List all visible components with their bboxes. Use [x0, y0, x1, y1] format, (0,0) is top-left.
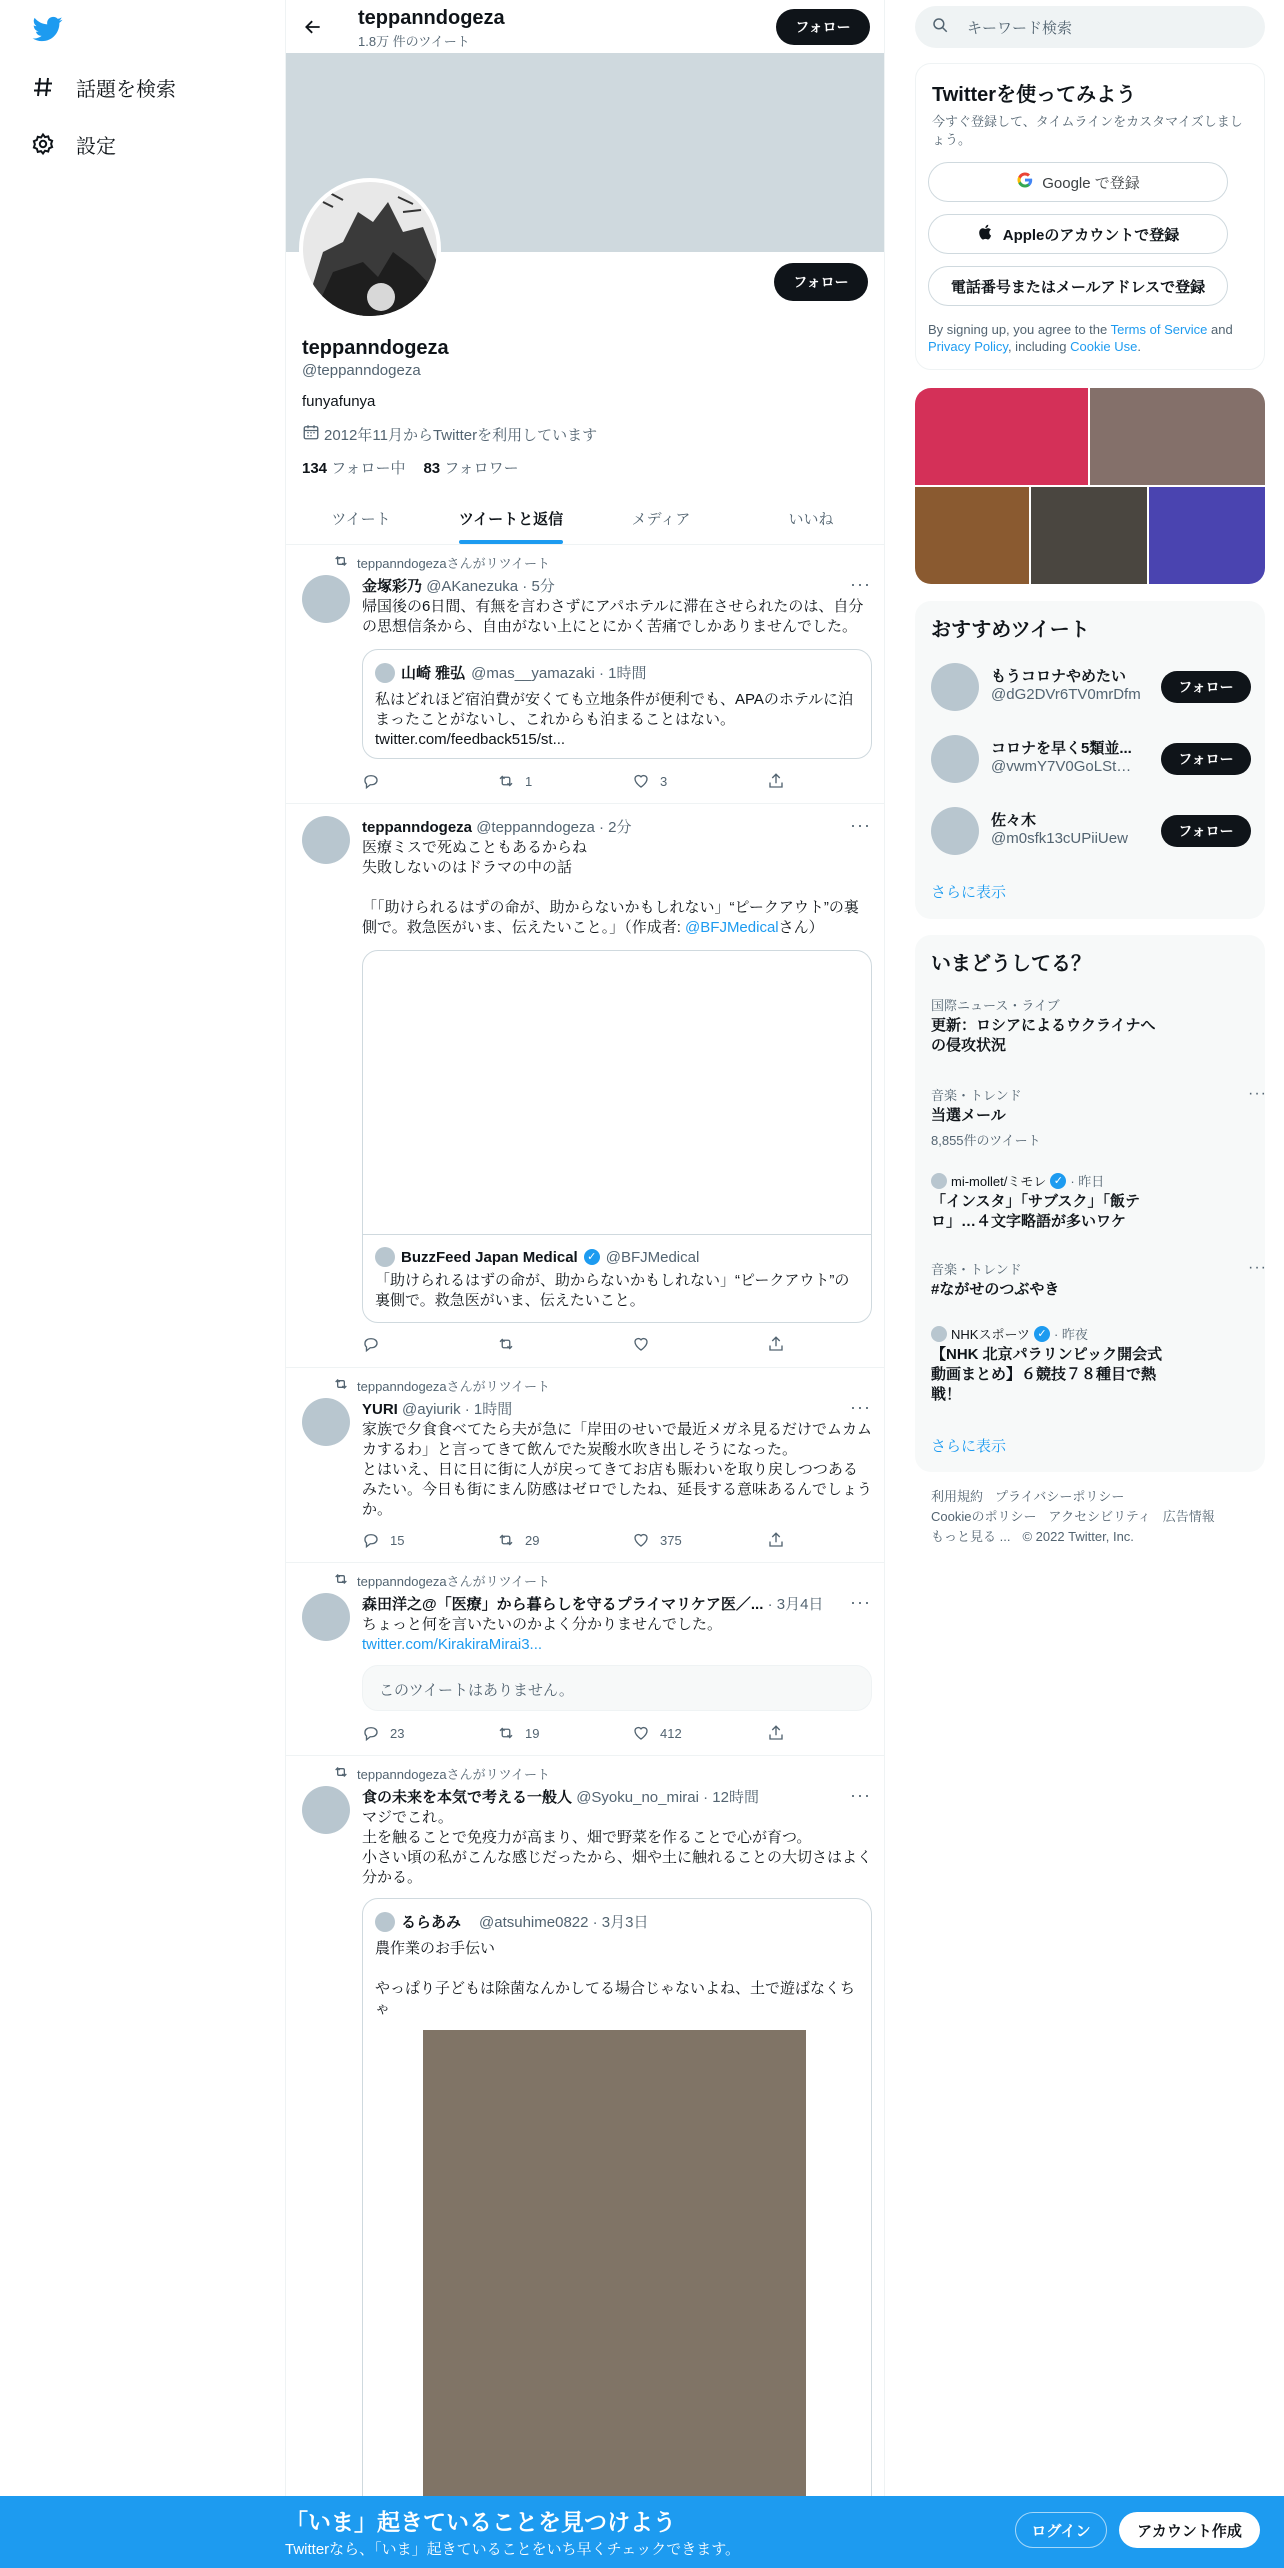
avatar[interactable] — [931, 735, 979, 783]
quote-author-name: るらあみ — [401, 1914, 462, 1931]
legal-prefix: By signing up, you agree to the — [928, 322, 1111, 337]
tab-likes[interactable]: いいね — [788, 510, 834, 528]
quote-text: 私はどれほど宿泊費が安くても立地条件が便利でも、APAのホテルに泊まったことがないし、これからも泊まることはない。twitter.com/feedback515/st... — [375, 691, 854, 748]
retweet-icon — [497, 772, 515, 790]
trend-title: 「インスタ」「サブスク」「飯テ ロ」…４文字略語が多いワケ — [931, 1193, 1140, 1230]
like-count: 375 — [660, 1532, 682, 1548]
quote-header — [375, 662, 646, 683]
google-signup-button[interactable] — [928, 162, 1228, 202]
footer-links — [931, 1487, 1251, 1547]
like-count: 412 — [660, 1725, 682, 1741]
nav-explore-label: 話題を検索 — [76, 78, 176, 101]
tweet[interactable] — [286, 1563, 885, 1756]
twitter-logo-icon[interactable] — [32, 14, 64, 44]
tweet-body-end: さん） — [778, 919, 824, 936]
quoted-tweet[interactable] — [362, 649, 872, 759]
retweet-icon — [497, 1724, 515, 1742]
tweet-text: 家族で夕食食べてたら夫が急に「岸田のせいで最近メガネ見るだけでムカムカするわ」と言ってきて飲んでた炭酸水吹き出しそうになった。 とはいえ、日に日に街に人が戻ってきてお店も賑わいを取り戻しつつあるみたい。今日も街にまん防感はゼロでしたね、延長する意味あるんでしょうか。 — [362, 1421, 873, 1518]
share-button[interactable] — [767, 771, 787, 791]
signup-subtitle: 今すぐ登録して、タイムラインをカスタマイズしましょう。 — [932, 114, 1243, 147]
tweet-header — [362, 1593, 832, 1614]
tweet-body: ちょっと何を言いたいのかよく分かりませんでした。 — [362, 1616, 723, 1633]
tweet-text: マジでこれ。 土を触ることで免疫力が高まり、畑で野菜を作ることで心が育つ。 小さい頃の私がこんな感じだったから、畑や土に触れることの大切さはよく分かる。 — [362, 1809, 873, 1886]
main-column — [285, 0, 885, 2568]
card-author-handle: @BFJMedical — [605, 1248, 700, 1266]
terms-link[interactable]: Terms of Service — [1110, 322, 1208, 337]
rec-follow-button[interactable]: フォロー — [1161, 815, 1251, 847]
recommended-show-more[interactable]: さらに表示 — [931, 884, 1007, 901]
avatar — [375, 1247, 395, 1267]
tweet-body: 医療ミスで死ぬこともあるからね 失敗しないのはドラマの中の話 「「助けられるはずの命が、助からないかもしれない」“ピークアウト”の裏側で。救急医がいま、伝えたいこと。」（作成者: — [362, 839, 859, 936]
card-image — [363, 951, 872, 1235]
author-name[interactable]: 森田洋之@「医療」から暮らしを守るプライマリケア医／... — [362, 1596, 764, 1613]
recommended-title: おすすめツイート — [931, 619, 1090, 641]
heart-icon — [632, 772, 650, 790]
trend-title: 当選メール — [931, 1107, 1006, 1124]
media-thumb[interactable] — [1149, 487, 1265, 584]
privacy-link[interactable]: Privacy Policy — [928, 339, 1008, 354]
tweet-text — [362, 1615, 872, 1655]
share-button[interactable] — [767, 1530, 787, 1550]
trends-show-more[interactable]: さらに表示 — [931, 1438, 1007, 1455]
share-icon — [767, 772, 785, 790]
share-button[interactable] — [767, 1334, 787, 1354]
profile-avatar[interactable] — [299, 178, 441, 320]
share-button[interactable] — [767, 1723, 787, 1743]
retweet-icon — [333, 1571, 349, 1590]
retweet-button[interactable] — [497, 1334, 632, 1354]
link-card[interactable] — [362, 950, 872, 1323]
retweet-count: 1 — [525, 773, 533, 789]
reply-count: 15 — [390, 1532, 405, 1548]
legal-and: and — [1207, 322, 1233, 337]
retweet-icon — [333, 1764, 349, 1783]
phone-signup-button[interactable]: 電話番号またはメールアドレスで登録 — [928, 266, 1228, 306]
nav-settings[interactable] — [30, 124, 116, 164]
media-thumb[interactable] — [915, 388, 1088, 485]
like-button[interactable] — [632, 1723, 767, 1743]
legal-period: . — [1137, 339, 1141, 354]
reply-button[interactable] — [362, 1530, 497, 1550]
retweeted-by: teppanndogezaさんがリツイート — [357, 556, 550, 571]
unavailable-text: このツイートはありません。 — [379, 1682, 574, 1699]
author-name[interactable]: YURI — [362, 1401, 398, 1418]
reply-icon — [362, 1335, 380, 1353]
trend-title: 更新：ロシアによるウクライナへ の侵攻状況 — [931, 1017, 1156, 1054]
avatar[interactable] — [302, 1593, 350, 1641]
rec-handle: @m0sfk13cUPiiUew — [991, 830, 1128, 847]
retweet-context — [333, 1376, 550, 1395]
profile-follow-button[interactable]: フォロー — [774, 263, 868, 301]
bottom-bar-title: 「いま」起きていることを見つけよう — [285, 2509, 676, 2535]
tweet[interactable] — [286, 1368, 885, 1563]
apple-icon — [977, 223, 995, 245]
recommended-user[interactable] — [931, 803, 1251, 859]
avatar[interactable] — [302, 1786, 350, 1834]
footer-link[interactable]: Cookieのポリシー — [931, 1509, 1037, 1524]
header-follow-button[interactable]: フォロー — [776, 9, 870, 45]
author-meta: · 3月4日 — [767, 1596, 824, 1613]
reply-count: 23 — [390, 1725, 405, 1741]
reply-icon — [362, 1724, 380, 1742]
trends-panel — [915, 935, 1265, 1472]
profile-name: teppanndogeza — [302, 337, 449, 359]
share-icon — [767, 1724, 785, 1742]
author-meta: @Syoku_no_mirai · 12時間 — [576, 1789, 759, 1806]
trend-time: · 昨日 — [1070, 1174, 1105, 1189]
heart-icon — [632, 1335, 650, 1353]
bottom-signup-bar — [0, 2496, 1284, 2568]
trend-context: 音楽・トレンド — [931, 1262, 1022, 1277]
verified-badge-icon: ✓ — [584, 1249, 600, 1265]
profile-handle: @teppanndogeza — [302, 362, 421, 379]
rec-name: コロナを早く5類並... — [991, 740, 1132, 757]
tweet-link[interactable]: twitter.com/KirakiraMirai3... — [362, 1636, 543, 1653]
followers-count: 83 — [423, 460, 441, 477]
recommended-user[interactable] — [931, 659, 1251, 715]
rec-handle: @vwmY7V0GoLStmTl — [991, 758, 1141, 775]
heart-icon — [632, 1531, 650, 1549]
trend-title: 【NHK 北京パラリンピック開会式 動画まとめ】６競技７８種目で熱 戦！ — [931, 1346, 1163, 1403]
card-author-name: BuzzFeed Japan Medical — [401, 1248, 578, 1266]
trend-count: 8,855件のツイート — [931, 1133, 1041, 1148]
retweet-count: 19 — [525, 1725, 540, 1741]
retweet-button[interactable] — [497, 1723, 632, 1743]
header-tweet-count: 1.8万 件のツイート — [358, 34, 470, 49]
retweet-button[interactable] — [497, 771, 632, 791]
trend-item[interactable] — [931, 1171, 1251, 1232]
retweet-button[interactable] — [497, 1530, 632, 1550]
signup-legal — [928, 321, 1253, 355]
recommended-panel — [915, 601, 1265, 919]
trend-source: NHKスポーツ — [951, 1327, 1030, 1342]
quoted-tweet[interactable] — [362, 1898, 872, 2568]
profile-stats — [302, 457, 519, 478]
recommended-user[interactable] — [931, 731, 1251, 787]
back-arrow-icon[interactable] — [300, 14, 326, 40]
share-icon — [767, 1335, 785, 1353]
tweet-actions — [362, 1530, 787, 1550]
tweet-header — [362, 1786, 759, 1807]
mention-link[interactable]: @BFJMedical — [685, 919, 779, 936]
google-icon — [1016, 171, 1034, 193]
trend-context: 国際ニュース・ライブ — [931, 998, 1060, 1013]
more-icon[interactable]: ··· — [850, 574, 871, 594]
trend-context-row — [931, 1171, 1251, 1190]
more-icon[interactable]: ··· — [850, 1397, 871, 1417]
footer-link[interactable]: 利用規約 — [931, 1489, 984, 1504]
tweet-actions — [362, 771, 787, 791]
rec-follow-button[interactable]: フォロー — [1161, 671, 1251, 703]
tab-tweets[interactable]: ツイート — [331, 510, 391, 528]
tweet[interactable] — [286, 1756, 885, 2568]
left-nav — [0, 0, 285, 2568]
author-meta: @ayiurik · 1時間 — [402, 1401, 513, 1418]
signup-button[interactable]: アカウント作成 — [1119, 2512, 1260, 2548]
quote-author-meta: @atsuhime0822 · 3月3日 — [479, 1914, 649, 1931]
like-button[interactable] — [632, 1334, 767, 1354]
tab-media[interactable]: メディア — [631, 510, 691, 528]
signup-panel — [915, 63, 1265, 370]
avatar[interactable] — [302, 575, 350, 623]
search-box[interactable] — [915, 6, 1265, 48]
more-icon[interactable]: ··· — [850, 815, 871, 835]
tweet[interactable] — [286, 545, 885, 804]
profile-joined-text: 2012年11月からTwitterを利用しています — [324, 426, 598, 444]
author-name[interactable]: 食の未来を本気で考える一般人 — [362, 1789, 573, 1806]
calendar-icon — [302, 423, 320, 445]
signup-title: Twitterを使ってみよう — [932, 84, 1137, 106]
followers-link[interactable] — [423, 457, 518, 478]
like-count: 3 — [660, 773, 668, 789]
retweet-context — [333, 1764, 550, 1783]
reply-icon — [362, 1531, 380, 1549]
media-thumb[interactable] — [1090, 388, 1265, 485]
more-icon[interactable]: ··· — [1248, 1085, 1267, 1102]
footer-link[interactable]: 広告情報 — [1162, 1509, 1215, 1524]
following-link[interactable] — [302, 457, 405, 478]
search-input[interactable]: キーワード検索 — [967, 19, 1073, 37]
apple-signup-label: Appleのアカウントで登録 — [1002, 226, 1180, 244]
media-thumb[interactable] — [1031, 487, 1147, 584]
heart-icon — [632, 1724, 650, 1742]
apple-signup-button[interactable] — [928, 214, 1228, 254]
trend-item[interactable] — [931, 1085, 1267, 1149]
trend-item[interactable] — [931, 1324, 1251, 1405]
card-header — [375, 1247, 699, 1267]
hashtag-icon — [30, 74, 56, 100]
retweet-count: 29 — [525, 1532, 540, 1548]
retweeted-by: teppanndogezaさんがリツイート — [357, 1574, 550, 1589]
avatar — [375, 1912, 395, 1932]
trend-title: #ながせのつぶやき — [931, 1281, 1060, 1298]
retweeted-by: teppanndogezaさんがリツイート — [357, 1379, 550, 1394]
tweet-text — [362, 838, 872, 938]
bottom-bar-subtitle: Twitterなら、「いま」起きていることをいち早くチェックできます。 — [285, 2541, 741, 2558]
author-meta: @teppanndogeza · 2分 — [476, 819, 632, 836]
retweet-icon — [497, 1335, 515, 1353]
retweet-icon — [497, 1531, 515, 1549]
avatar[interactable] — [302, 1398, 350, 1446]
reply-button[interactable] — [362, 771, 497, 791]
tab-tweets-and-replies[interactable]: ツイートと返信 — [436, 492, 586, 544]
trend-context-row — [931, 1324, 1251, 1343]
avatar[interactable] — [931, 807, 979, 855]
following-count: 134 — [302, 460, 328, 477]
trend-context: 音楽・トレンド — [931, 1088, 1022, 1103]
quote-image[interactable] — [423, 2030, 806, 2568]
more-icon[interactable]: ··· — [1248, 1259, 1267, 1276]
card-text: 「助けられるはずの命が、助からないかもしれない」“ピークアウト”の裏側で。救急医がいま、伝えたいこと。 — [375, 1272, 850, 1309]
more-icon[interactable]: ··· — [850, 1592, 871, 1612]
avatar[interactable] — [302, 816, 350, 864]
quote-author-name: 山崎 雅弘 — [401, 665, 466, 682]
author-name[interactable]: teppanndogeza — [362, 819, 473, 836]
quote-header — [375, 1911, 649, 1932]
author-name[interactable]: 金塚彩乃 — [362, 578, 423, 595]
media-thumb[interactable] — [915, 487, 1029, 584]
cookie-link[interactable]: Cookie Use — [1070, 339, 1138, 354]
share-icon — [767, 1531, 785, 1549]
verified-badge-icon: ✓ — [1050, 1173, 1066, 1189]
avatar — [931, 1326, 947, 1342]
profile-joined — [302, 423, 597, 445]
tweet[interactable] — [286, 804, 885, 1368]
retweet-icon — [333, 1376, 349, 1395]
reply-icon — [362, 772, 380, 790]
rec-handle: @dG2DVr6TV0mrDfm — [991, 686, 1141, 703]
login-button[interactable]: ログイン — [1015, 2512, 1107, 2548]
rec-name: 佐々木 — [991, 812, 1037, 829]
legal-including: , including — [1007, 339, 1071, 354]
header-name: teppanndogeza — [358, 7, 505, 29]
avatar — [931, 1173, 947, 1189]
trend-source: mi-mollet/ミモレ — [951, 1174, 1047, 1189]
media-grid — [915, 388, 1265, 584]
following-label: フォロー中 — [331, 460, 406, 477]
quote-author-meta: @mas__yamazaki · 1時間 — [471, 665, 647, 682]
rec-name: もうコロナやめたい — [991, 668, 1127, 685]
trend-time: · 昨夜 — [1053, 1327, 1088, 1342]
nav-explore[interactable] — [30, 67, 176, 107]
tweet-actions — [362, 1334, 787, 1354]
trend-item[interactable] — [931, 1259, 1267, 1300]
profile-bio: funyafunya — [302, 393, 376, 410]
google-signup-label: Google で登録 — [1042, 174, 1140, 192]
profile-tabs — [286, 492, 885, 545]
nav-settings-label: 設定 — [76, 135, 116, 158]
verified-badge-icon: ✓ — [1034, 1326, 1050, 1342]
like-button[interactable] — [632, 771, 767, 791]
tweet-header — [362, 816, 632, 837]
copyright: © 2022 Twitter, Inc. — [1022, 1529, 1134, 1544]
followers-label: フォロワー — [444, 460, 519, 477]
rec-follow-button[interactable]: フォロー — [1161, 743, 1251, 775]
retweet-context — [333, 553, 550, 572]
avatar — [375, 663, 395, 683]
tweet-header — [362, 1398, 512, 1419]
retweeted-by: teppanndogezaさんがリツイート — [357, 1767, 550, 1782]
unavailable-tweet — [362, 1665, 872, 1711]
author-meta: @AKanezuka · 5分 — [426, 578, 555, 595]
footer-link[interactable]: もっと見る ... — [931, 1529, 1011, 1544]
reply-button[interactable] — [362, 1723, 497, 1743]
gear-icon — [30, 131, 56, 157]
footer-link[interactable]: アクセシビリティ — [1048, 1509, 1151, 1524]
more-icon[interactable]: ··· — [850, 1785, 871, 1805]
retweet-context — [333, 1571, 550, 1590]
reply-button[interactable] — [362, 1334, 497, 1354]
tweet-text: 帰国後の6日間、有無を言わさずにアパホテルに滞在させられたのは、自分の思想信条から、自由がない上にとにかく苦痛でしかありませんでした。 — [362, 598, 864, 635]
quote-text: 農作業のお手伝い やっぱり子どもは除菌なんかしてる場合じゃないよね、土で遊ばなくちゃ — [375, 1940, 856, 2017]
like-button[interactable] — [632, 1530, 767, 1550]
search-icon — [931, 16, 949, 38]
tweet-header — [362, 575, 555, 596]
avatar[interactable] — [931, 663, 979, 711]
profile-header-bar — [286, 0, 885, 53]
tweet-actions — [362, 1723, 787, 1743]
trends-title: いまどうしてる？ — [931, 953, 1091, 975]
retweet-icon — [333, 553, 349, 572]
footer-link[interactable]: プライバシーポリシー — [995, 1489, 1125, 1504]
trend-item[interactable] — [931, 995, 1251, 1056]
